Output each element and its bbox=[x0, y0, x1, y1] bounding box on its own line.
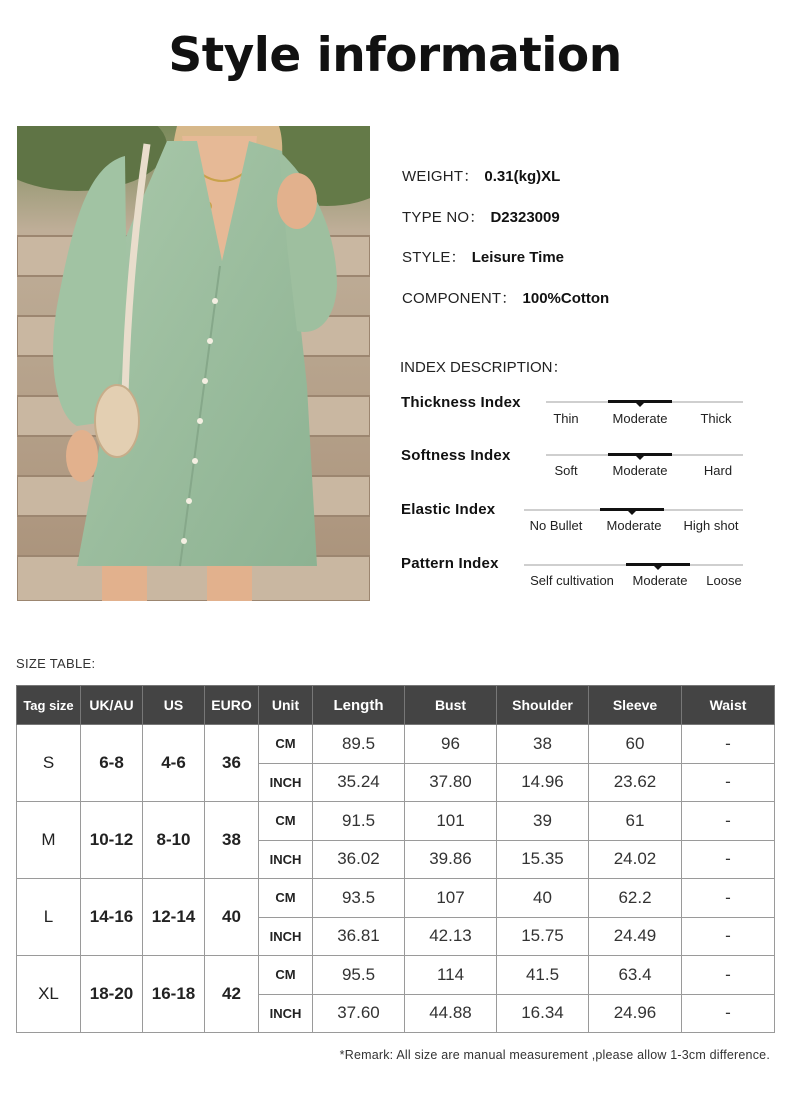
thickness-index-label: Thickness Index bbox=[401, 394, 521, 411]
waist-value: - bbox=[682, 994, 775, 1033]
size-uk-au: 14-16 bbox=[81, 879, 143, 956]
sleeve-value: 24.96 bbox=[589, 994, 682, 1033]
table-row bbox=[17, 956, 775, 995]
sleeve-value: 24.49 bbox=[589, 917, 682, 956]
style-label: STYLE： bbox=[402, 249, 466, 266]
size-tag: M bbox=[17, 802, 81, 879]
size-table-caption: SIZE TABLE: bbox=[16, 656, 96, 671]
header-length: Length bbox=[313, 686, 405, 725]
pattern-index-label: Pattern Index bbox=[401, 555, 499, 572]
header-shoulder: Shoulder bbox=[497, 686, 589, 725]
page-title: Style information bbox=[168, 28, 622, 83]
softness-index-label: Softness Index bbox=[401, 447, 511, 464]
size-table-header bbox=[17, 686, 775, 725]
softness-option-moderate: Moderate bbox=[612, 463, 668, 478]
remark-note: *Remark: All size are manual measurement ,please allow 1-3cm difference. bbox=[339, 1048, 770, 1062]
style-row bbox=[402, 246, 564, 267]
table-row bbox=[17, 725, 775, 764]
component-label: COMPONENT： bbox=[402, 290, 517, 307]
size-euro: 40 bbox=[205, 879, 259, 956]
unit-inch: INCH bbox=[259, 840, 313, 879]
unit-cm: CM bbox=[259, 956, 313, 995]
shoulder-value: 41.5 bbox=[497, 956, 589, 995]
sleeve-value: 60 bbox=[589, 725, 682, 764]
style-value: Leisure Time bbox=[471, 249, 564, 266]
elastic-option-moderate: Moderate bbox=[606, 518, 662, 533]
type-no-row bbox=[402, 206, 560, 227]
elastic-option-no-bullet: No Bullet bbox=[529, 518, 583, 533]
header-bust: Bust bbox=[405, 686, 497, 725]
size-uk-au: 10-12 bbox=[81, 802, 143, 879]
length-value: 95.5 bbox=[313, 956, 405, 995]
softness-option-hard: Hard bbox=[703, 463, 733, 478]
shoulder-value: 39 bbox=[497, 802, 589, 841]
unit-inch: INCH bbox=[259, 994, 313, 1033]
length-value: 35.24 bbox=[313, 763, 405, 802]
thickness-option-thin: Thin bbox=[553, 411, 579, 426]
length-value: 36.81 bbox=[313, 917, 405, 956]
pattern-index-pointer bbox=[654, 566, 662, 570]
bust-value: 39.86 bbox=[405, 840, 497, 879]
unit-cm: CM bbox=[259, 879, 313, 918]
header-tag-size: Tag size bbox=[17, 686, 81, 725]
shoulder-value: 40 bbox=[497, 879, 589, 918]
thickness-option-moderate: Moderate bbox=[612, 411, 668, 426]
header-unit: Unit bbox=[259, 686, 313, 725]
sleeve-value: 24.02 bbox=[589, 840, 682, 879]
waist-value: - bbox=[682, 802, 775, 841]
table-row bbox=[17, 879, 775, 918]
header-euro: EURO bbox=[205, 686, 259, 725]
thickness-index-pointer bbox=[636, 403, 644, 407]
component-row bbox=[402, 287, 609, 308]
length-value: 89.5 bbox=[313, 725, 405, 764]
type-no-label: TYPE NO： bbox=[402, 209, 485, 226]
softness-option-soft: Soft bbox=[554, 463, 578, 478]
weight-label: WEIGHT： bbox=[402, 168, 479, 185]
size-us: 4-6 bbox=[143, 725, 205, 802]
size-us: 8-10 bbox=[143, 802, 205, 879]
unit-cm: CM bbox=[259, 802, 313, 841]
header-waist: Waist bbox=[682, 686, 775, 725]
unit-cm: CM bbox=[259, 725, 313, 764]
waist-value: - bbox=[682, 956, 775, 995]
waist-value: - bbox=[682, 725, 775, 764]
thickness-option-thick: Thick bbox=[700, 411, 732, 426]
header-sleeve: Sleeve bbox=[589, 686, 682, 725]
shoulder-value: 16.34 bbox=[497, 994, 589, 1033]
index-heading: INDEX DESCRIPTION： bbox=[400, 359, 568, 376]
length-value: 93.5 bbox=[313, 879, 405, 918]
pattern-option-moderate: Moderate bbox=[632, 573, 688, 588]
waist-value: - bbox=[682, 917, 775, 956]
elastic-index-pointer bbox=[628, 511, 636, 515]
size-euro: 36 bbox=[205, 725, 259, 802]
pattern-option-self-cultivation: Self cultivation bbox=[530, 573, 614, 588]
table-row bbox=[17, 802, 775, 841]
bust-value: 101 bbox=[405, 802, 497, 841]
size-euro: 38 bbox=[205, 802, 259, 879]
header-us: US bbox=[143, 686, 205, 725]
size-us: 16-18 bbox=[143, 956, 205, 1033]
waist-value: - bbox=[682, 763, 775, 802]
bust-value: 44.88 bbox=[405, 994, 497, 1033]
header-uk-au: UK/AU bbox=[81, 686, 143, 725]
unit-inch: INCH bbox=[259, 917, 313, 956]
waist-value: - bbox=[682, 840, 775, 879]
length-value: 91.5 bbox=[313, 802, 405, 841]
elastic-index-label: Elastic Index bbox=[401, 501, 496, 518]
size-uk-au: 18-20 bbox=[81, 956, 143, 1033]
type-no-value: D2323009 bbox=[490, 209, 560, 226]
product-photo bbox=[17, 126, 370, 601]
weight-row bbox=[402, 165, 560, 186]
sleeve-value: 62.2 bbox=[589, 879, 682, 918]
weight-value: 0.31(kg)XL bbox=[484, 168, 561, 185]
size-table bbox=[16, 685, 775, 1033]
sleeve-value: 61 bbox=[589, 802, 682, 841]
size-tag: S bbox=[17, 725, 81, 802]
sleeve-value: 23.62 bbox=[589, 763, 682, 802]
size-tag: XL bbox=[17, 956, 81, 1033]
softness-index-pointer bbox=[636, 456, 644, 460]
shoulder-value: 15.35 bbox=[497, 840, 589, 879]
shoulder-value: 14.96 bbox=[497, 763, 589, 802]
bust-value: 42.13 bbox=[405, 917, 497, 956]
length-value: 37.60 bbox=[313, 994, 405, 1033]
length-value: 36.02 bbox=[313, 840, 405, 879]
bust-value: 37.80 bbox=[405, 763, 497, 802]
bust-value: 114 bbox=[405, 956, 497, 995]
size-uk-au: 6-8 bbox=[81, 725, 143, 802]
component-value: 100%Cotton bbox=[522, 290, 610, 307]
shoulder-value: 38 bbox=[497, 725, 589, 764]
sleeve-value: 63.4 bbox=[589, 956, 682, 995]
bust-value: 96 bbox=[405, 725, 497, 764]
unit-inch: INCH bbox=[259, 763, 313, 802]
size-euro: 42 bbox=[205, 956, 259, 1033]
bust-value: 107 bbox=[405, 879, 497, 918]
elastic-option-high-shot: High shot bbox=[683, 518, 739, 533]
shoulder-value: 15.75 bbox=[497, 917, 589, 956]
pattern-option-loose: Loose bbox=[706, 573, 742, 588]
size-tag: L bbox=[17, 879, 81, 956]
size-us: 12-14 bbox=[143, 879, 205, 956]
waist-value: - bbox=[682, 879, 775, 918]
